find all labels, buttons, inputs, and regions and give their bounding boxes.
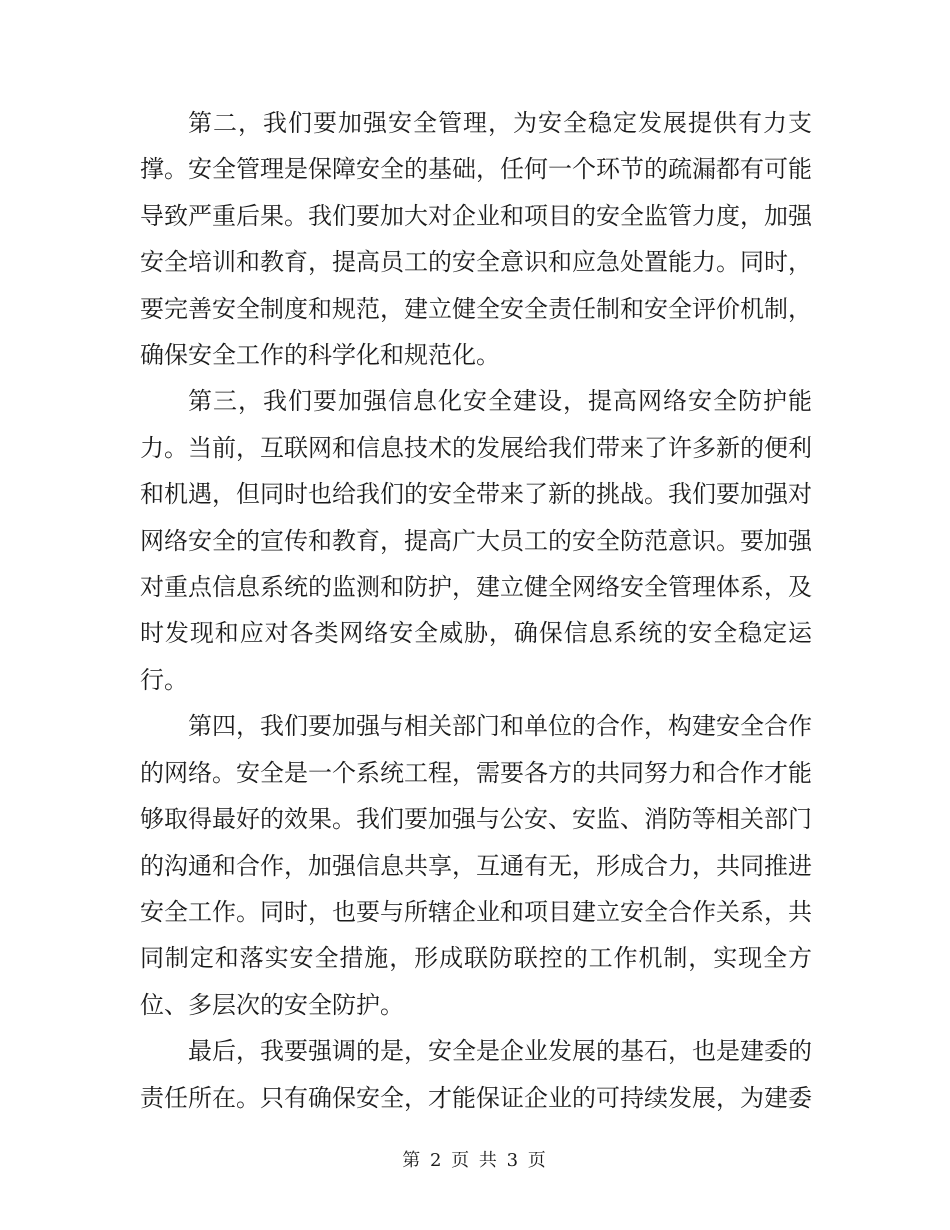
- paragraph-conclusion: 最后，我要强调的是，安全是企业发展的基石，也是建委的责任所在。只有确保安全，才能保证企业的可持续发展，为建委: [140, 1037, 812, 1112]
- paragraph-second-point: 第二，我们要加强安全管理，为安全稳定发展提供有力支撑。安全管理是保障安全的基础，任何一个环节的疏漏都有可能导致严重后果。我们要加大对企业和项目的安全监管力度，加强安全培训和教育，提高员工的安全意识和应急处置能力。同时，要完善安全制度和规范，建立健全安全责任制和安全评价机制，确保安全工作的科学化和规范化。: [140, 109, 812, 370]
- paragraph-fourth-point: 第四，我们要加强与相关部门和单位的合作，构建安全合作的网络。安全是一个系统工程，需要各方的共同努力和合作才能够取得最好的效果。我们要加强与公安、安监、消防等相关部门的沟通和合作，加强信息共享，互通有无，形成合力，共同推进安全工作。同时，也要与所辖企业和项目建立安全合作关系，共同制定和落实安全措施，形成联防联控的工作机制，实现全方位、多层次的安全防护。: [140, 712, 812, 1019]
- document-body: [140, 100, 812, 1121]
- paragraph-third-point: 第三，我们要加强信息化安全建设，提高网络安全防护能力。当前，互联网和信息技术的发展给我们带来了许多新的便利和机遇，但同时也给我们的安全带来了新的挑战。我们要加强对网络安全的宣传和教育，提高广大员工的安全防范意识。要加强对重点信息系统的监测和防护，建立健全网络安全管理体系，及时发现和应对各类网络安全威胁，确保信息系统的安全稳定运行。: [140, 387, 812, 694]
- page-number-footer: 第 2 页 共 3 页: [402, 1150, 548, 1171]
